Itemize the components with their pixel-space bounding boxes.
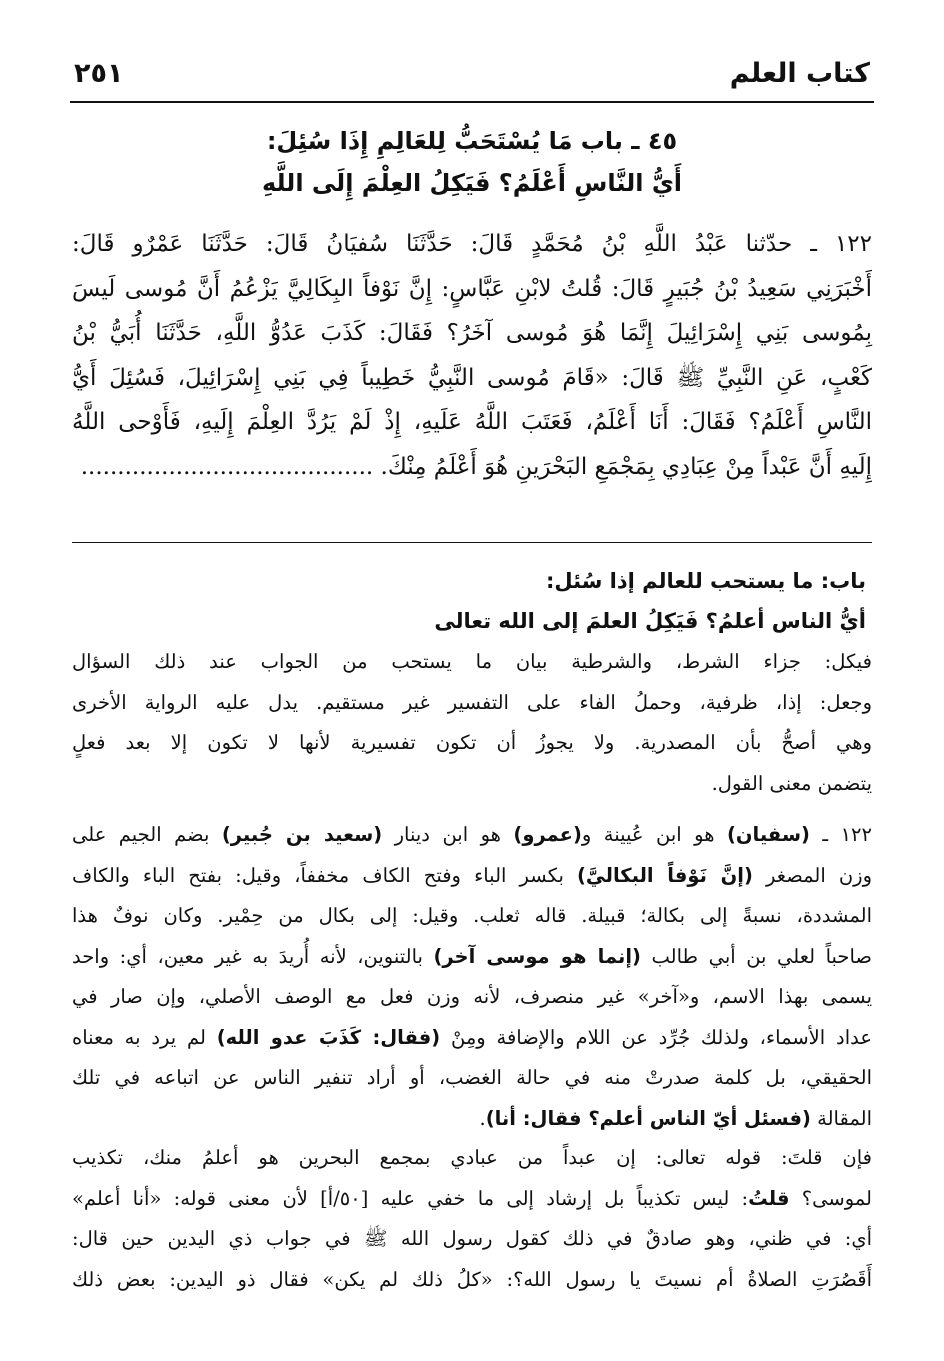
commentary-line: [72, 896, 872, 937]
bold-quoted-term: (عمرو): [513, 823, 582, 846]
section-divider: [72, 542, 872, 543]
commentary-text: : ليس تكذيباً بل إرشاد إلى ما خفي عليه [٥٠/أ] لأن معنى قوله: «أنا أعلم»: [72, 1186, 749, 1210]
commentary-text: أَقَصُرَتِ الصلاةُ أم نسيتَ يا رسول الله؟: «كلُ ذلك لم يكن» فقال ذو اليدين: بعض ذلك: [72, 1267, 872, 1291]
commentary-heading: [434, 561, 866, 641]
commentary-line: [72, 1260, 872, 1301]
commentary-line: وجعل: إذا، ظرفية، وحملُ الفاء على التفسير غير مستقيم. يدل عليه الرواية الأخرى: [72, 690, 872, 714]
commentary-text: المشددة، نسبةً إلى بكالة؛ قبيلة. قاله ثعلب. وقيل: إلى بكال من حِمْير. وكان نوفٌ هذا: [72, 904, 872, 927]
header-rule: [70, 101, 874, 103]
commentary-line: [72, 856, 872, 897]
chapter-heading: [120, 120, 824, 204]
bold-quoted-term: (سعيد بن جُبير): [221, 823, 383, 846]
commentary-text: الحقيقي، بل كلمة صدرتْ منه في حالة الغضب، أو أراد تنفير الناس عن اتباعه في تلك: [72, 1066, 872, 1089]
chapter-heading-line: ٤٥ ـ باب مَا يُسْتَحَبُّ لِلعَالِمِ إِذَا سُئِلَ:: [266, 127, 678, 155]
commentary-line: [72, 1018, 872, 1059]
chapter-heading-line: أَيُّ النَّاسِ أَعْلَمُ؟ فَيَكِلُ العِلْمَ إِلَى اللَّهِ: [261, 169, 683, 197]
commentary-paragraph-3: [72, 1138, 872, 1300]
commentary-text: أي: في ظني، وهو صادقٌ في ذلك كقول رسول الله ﷺ في جواب ذي اليدين حين قال:: [72, 1227, 872, 1250]
commentary-text: وزن المصغر: [752, 863, 873, 887]
page-number: ٢٥١: [74, 58, 124, 89]
commentary-text: بكسر الباء وفتح الكاف مخففاً، وقيل: بفتح الباء والكاف: [72, 863, 578, 887]
commentary-text: عداد الأسماء، ولذلك جُرِّد عن اللام والإضافة ومِنْ: [440, 1025, 872, 1049]
hadith-text: [72, 222, 872, 489]
commentary-line: [72, 1099, 872, 1140]
commentary-heading-line: أيُّ الناس أعلمُ؟ فَيَكِلُ العلمَ إلى الله تعالى: [434, 609, 866, 633]
bold-quoted-term: (إنَّ نَوْفاً البكاليَّ): [577, 863, 753, 887]
commentary-line: [72, 1219, 872, 1260]
hadith-line: كَعْبٍ، عَنِ النَّبِيِّ ﷺ قَالَ: «قَامَ مُوسى النَّبِيُّ خَطِيباً فِي بَنِي إِسْرَائِيلَ، فَسُئِلَ أَيُّ: [72, 364, 872, 391]
hadith-line: أَخْبَرَنِي سَعِيدُ بْنُ جُبَيرٍ قَالَ: قُلتُ لابْنِ عَبَّاسٍ: إِنَّ نَوْفاً البِكَالِيَّ يَزْعُمُ أَنَّ مُوسى لَيسَ: [72, 275, 872, 302]
commentary-line: [72, 977, 872, 1018]
commentary-line: [72, 1179, 872, 1220]
commentary-line: [72, 1138, 872, 1179]
commentary-heading-line: باب: ما يستحب للعالم إذا سُئل:: [546, 569, 866, 593]
bold-quoted-term: قلتُ: [748, 1186, 790, 1210]
commentary-text: بالتنوين، لأنه أُريدَ به غير معين، أي: واحد: [72, 944, 434, 968]
hadith-line: إِلَيهِ أَنَّ عَبْداً مِنْ عِبَادِي بِمَجْمَعِ البَحْرَينِ هُوَ أَعْلَمُ مِنْكَ. ........................................: [80, 453, 872, 480]
commentary-text: لموسى؟: [789, 1186, 872, 1210]
commentary-text: .: [479, 1106, 486, 1130]
bold-quoted-term: (سفيان): [726, 823, 810, 846]
commentary-text: المقالة: [810, 1106, 872, 1130]
commentary-text: فإن قلتَ: قوله تعالى: إن عبداً من عبادي بمجمع البحرين هو أعلمُ منك، تكذيب: [72, 1146, 872, 1169]
running-header-title: كتاب العلم: [729, 58, 870, 89]
commentary-line: فيكل: جزاء الشرط، والشرطية بيان ما يستحب من الجواب عند ذلك السؤال: [72, 650, 872, 673]
commentary-paragraph-2: [72, 815, 872, 1139]
commentary-text: صاحباً لعلي بن أبي طالب: [640, 944, 872, 968]
commentary-line: يتضمن معنى القول.: [711, 771, 872, 795]
bold-quoted-term: (فقال: كَذَبَ عدو الله): [216, 1025, 441, 1049]
commentary-text: يسمى بهذا الاسم، و«آخر» غير منصرف، لأنه وزن فعل مع الوصف الأصلي، وإن صار في: [72, 985, 872, 1008]
commentary-text: هو ابن دينار: [382, 823, 514, 846]
commentary-text: ١٢٢ ـ: [809, 823, 872, 846]
commentary-line: [72, 1058, 872, 1099]
commentary-text: بضم الجيم على: [72, 823, 222, 846]
commentary-paragraph-1: [72, 642, 872, 804]
commentary-text: هو ابن عُيينة و: [581, 823, 727, 846]
commentary-text: لم يرد به معناه: [72, 1025, 217, 1049]
hadith-line: بِمُوسى بَنِي إِسْرَائِيلَ إِنَّمَا هُوَ مُوسى آخَرُ؟ فَقَالَ: كَذَبَ عَدُوُّ اللَّهِ، حَدَّثَنَا أُبَيُّ بْنُ: [72, 320, 872, 346]
hadith-line: ١٢٢ ـ حدّثنا عَبْدُ اللَّهِ بْنُ مُحَمَّدٍ قَالَ: حَدَّثَنَا سُفيَانُ قَالَ: حَدَّثَنَا عَمْرٌو قَالَ:: [72, 231, 872, 257]
commentary-line: [72, 815, 872, 856]
bold-quoted-term: (إنما هو موسى آخر): [433, 944, 641, 968]
commentary-line: وهي أصحُّ بأن المصدرية. ولا يجوزُ أن تكون تفسيرية لأنها لا تكون إلا بعد فعلٍ: [72, 731, 872, 754]
commentary-line: [72, 937, 872, 978]
hadith-line: النَّاسِ أَعْلَمُ؟ فَقَالَ: أَنَا أَعْلَمُ، فَعَتَبَ اللَّهُ عَلَيهِ، إِذْ لَمْ يَرُدَّ العِلْمَ إِلَيهِ، فَأَوْحى اللَّهُ: [72, 409, 872, 435]
bold-quoted-term: (فسئل أيّ الناس أعلم؟ فقال: أنا): [485, 1106, 811, 1130]
